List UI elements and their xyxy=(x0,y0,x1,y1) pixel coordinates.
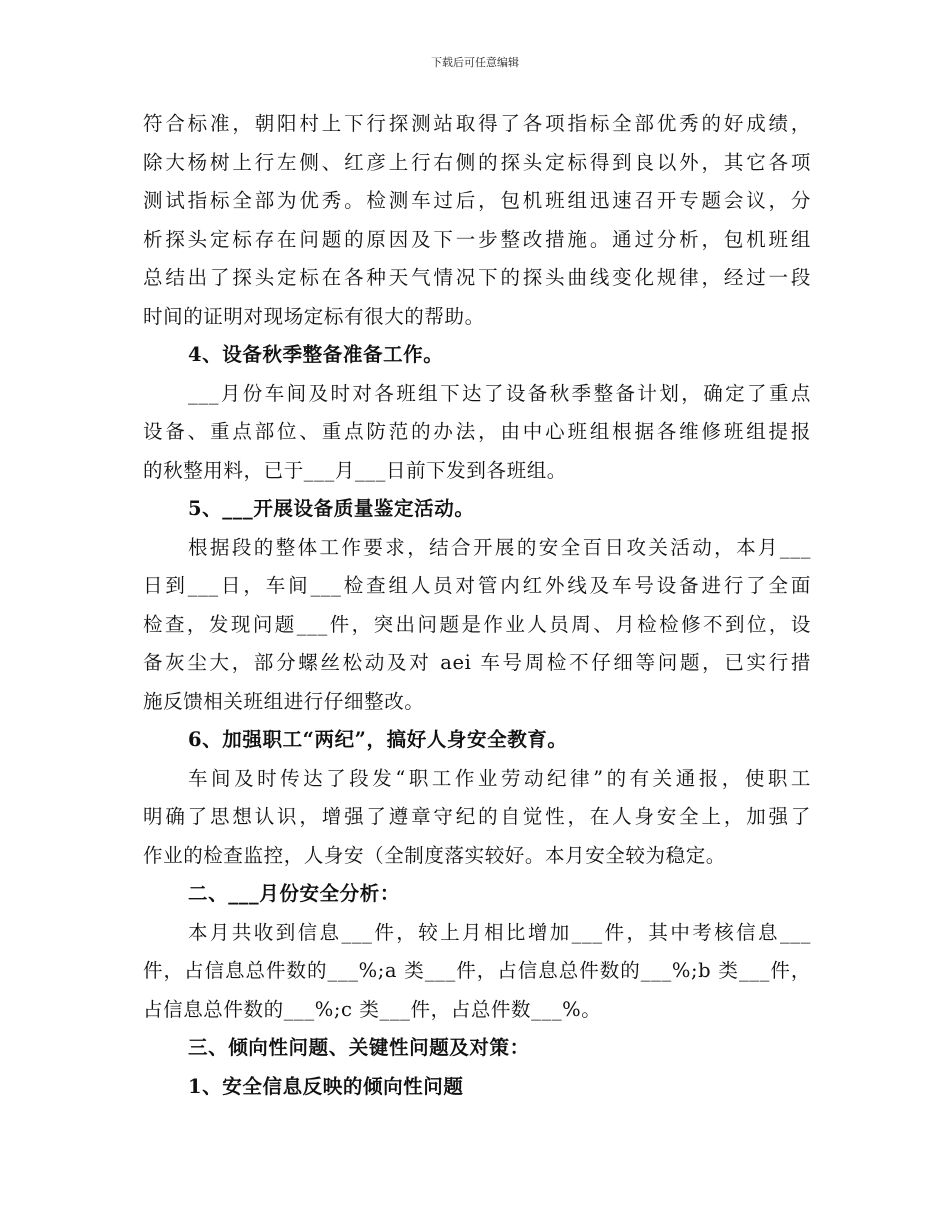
section-heading: 三、倾向性问题、关键性问题及对策： xyxy=(188,1036,530,1059)
paragraph-line: 作业的检查监控，人身安（全制度落实较好。本月安全较为稳定。 xyxy=(143,843,726,867)
paragraph-line: 的秋整用料，已于___月___日前下发到各班组。 xyxy=(143,458,567,482)
paragraph-line: 备灰尘大，部分螺丝松动及对 aei 车号周检不仔细等问题，已实行措 xyxy=(143,651,811,674)
paragraph-line: 占信息总件数的___%;c 类___件，占总件数___%。 xyxy=(143,997,602,1021)
paragraph-line: 本月共收到信息___件，较上月相比增加___件，其中考核信息___ xyxy=(188,920,811,944)
paragraph-line: 施反馈相关班组进行仔细整改。 xyxy=(143,689,425,713)
paragraph-line: 根据段的整体工作要求，结合开展的安全百日攻关活动，本月___ xyxy=(188,535,811,559)
paragraph-line: 符合标准，朝阳村上下行探测站取得了各项指标全部优秀的好成绩， xyxy=(143,112,811,135)
paragraph-line: 总结出了探头定标在各种天气情况下的探头曲线变化规律，经过一段 xyxy=(143,266,811,289)
page-header: 下载后可任意编辑 xyxy=(431,56,519,69)
paragraph-line: 析探头定标存在问题的原因及下一步整改措施。通过分析，包机班组 xyxy=(143,227,811,251)
paragraph-line: ___月份车间及时对各班组下达了设备秋季整备计划，确定了重点 xyxy=(188,381,811,405)
paragraph-line: 检查，发现问题___件，突出问题是作业人员周、月检检修不到位，设 xyxy=(143,612,811,636)
paragraph-line: 设备、重点部位、重点防范的办法，由中心班组根据各维修班组提报 xyxy=(143,420,811,443)
section-heading: 二、___月份安全分析： xyxy=(188,882,400,905)
paragraph-line: 时间的证明对现场定标有很大的帮助。 xyxy=(143,304,485,328)
document-body xyxy=(143,105,811,1106)
section-heading: 6、加强职工“两纪”，搞好人身安全教育。 xyxy=(188,728,568,751)
section-heading: 1、安全信息反映的倾向性问题 xyxy=(188,1074,464,1098)
section-heading: 5、___开展设备质量鉴定活动。 xyxy=(188,497,475,520)
paragraph-line: 测试指标全部为优秀。检测车过后，包机班组迅速召开专题会议，分 xyxy=(143,189,811,212)
paragraph-line: 除大杨树上行左侧、红彦上行右侧的探头定标得到良以外，其它各项 xyxy=(143,150,811,174)
section-heading: 4、设备秋季整备准备工作。 xyxy=(188,343,444,366)
paragraph-line: 件，占信息总件数的___%;a 类___件，占信息总件数的___%;b 类___件， xyxy=(143,959,811,982)
paragraph-line: 日到___日，车间___检查组人员对管内红外线及车号设备进行了全面 xyxy=(143,574,811,597)
paragraph-line: 车间及时传达了段发“职工作业劳动纪律”的有关通报，使职工 xyxy=(188,766,811,790)
paragraph-line: 明确了思想认识，增强了遵章守纪的自觉性，在人身安全上，加强了 xyxy=(143,805,811,828)
